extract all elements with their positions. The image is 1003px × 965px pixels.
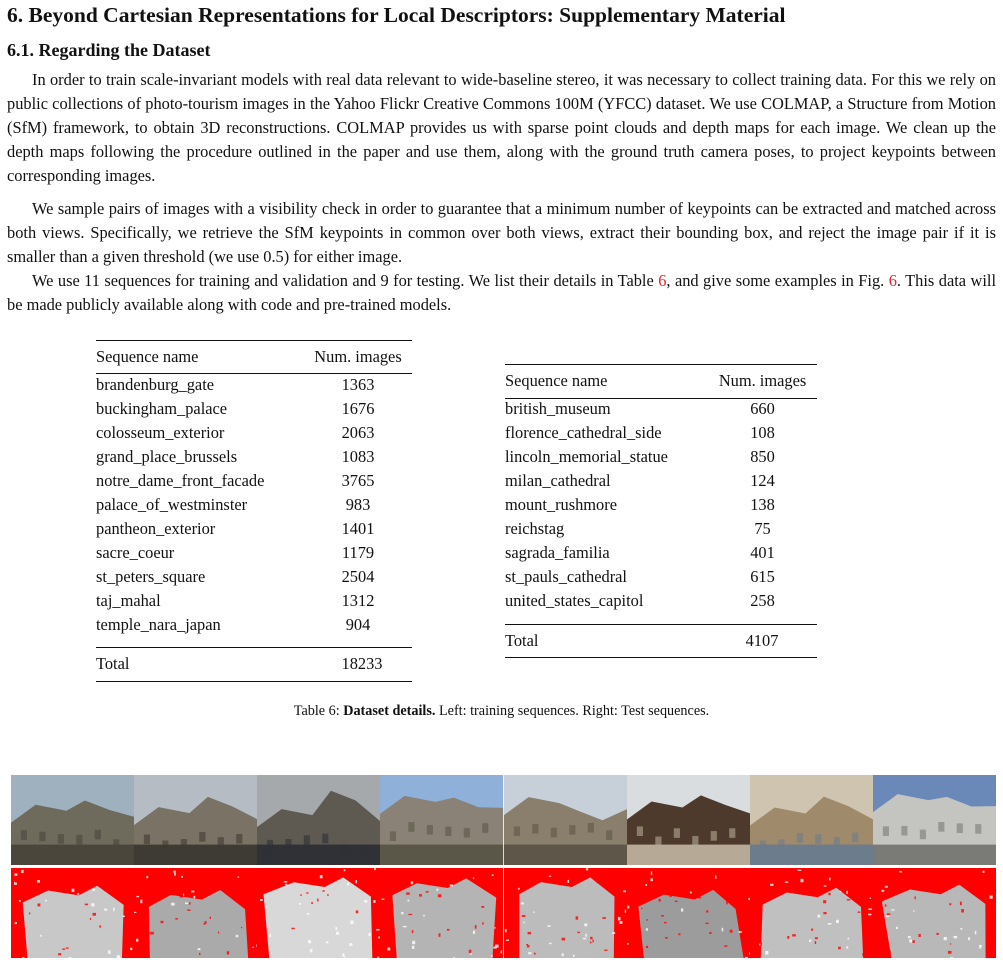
test-sequence-name: florence_cathedral_side [505, 423, 662, 442]
test-total-value: 4107 [745, 631, 779, 650]
train-table-header-rule [96, 373, 412, 374]
example-depth-map [11, 868, 134, 958]
test-table-row [505, 517, 817, 541]
train-num-images: 1179 [341, 543, 375, 562]
train-col-name-header: Sequence name [96, 347, 199, 366]
figure-reference-link[interactable]: 6 [888, 271, 897, 290]
test-num-images: 138 [750, 495, 775, 514]
train-table-total-row [96, 652, 412, 676]
train-sequence-name: palace_of_westminster [96, 495, 248, 514]
train-table [96, 345, 412, 637]
test-num-images: 75 [754, 519, 771, 538]
train-num-images: 983 [345, 495, 371, 514]
train-sequence-name: brandenburg_gate [96, 375, 215, 394]
test-sequence-name: british_museum [505, 399, 611, 418]
train-table-header-row [96, 345, 412, 369]
test-table-top-rule [505, 364, 817, 365]
train-table-row [96, 589, 412, 613]
train-num-images: 2504 [341, 567, 375, 586]
paragraph-3-text-b: , and give some examples in Fig. [666, 271, 889, 290]
train-num-images: 1083 [341, 447, 375, 466]
test-table-row [505, 421, 817, 445]
test-num-images: 850 [750, 447, 775, 466]
example-depth-map [750, 868, 873, 958]
train-table-row [96, 565, 412, 589]
train-table-top-rule [96, 340, 412, 341]
test-col-name-header: Sequence name [505, 371, 608, 390]
test-table-row [505, 445, 817, 469]
train-table-row [96, 541, 412, 565]
test-num-images: 615 [750, 567, 775, 586]
train-sequence-name: sacre_coeur [96, 543, 175, 562]
test-table-row [505, 541, 817, 565]
train-sequence-name: taj_mahal [96, 591, 161, 610]
train-col-count-header: Num. images [314, 347, 402, 366]
test-total-label: Total [505, 631, 539, 650]
paragraph-2: We sample pairs of images with a visibility check in order to guarantee that a minimum number of keypoints can be extracted and matched across both views. Specifically, we retrieve the SfM keypoints in common over both views, extract their bounding box, and reject the image pair if it is smaller than a given threshold (we use 0.5) for either image. [7, 199, 996, 266]
train-num-images: 2063 [341, 423, 375, 442]
example-photo [750, 775, 873, 865]
caption-prefix: Table 6: [293, 703, 344, 719]
test-table-total [505, 629, 817, 653]
example-photo [504, 775, 627, 865]
example-photo [134, 775, 257, 865]
train-sequence-name: buckingham_palace [96, 399, 228, 418]
test-table-row [505, 469, 817, 493]
train-total-label: Total [96, 654, 130, 673]
train-table-total [96, 652, 412, 676]
test-sequence-name: lincoln_memorial_statue [505, 447, 668, 466]
test-num-images: 401 [750, 543, 775, 562]
train-table-bottom-rule [96, 681, 412, 682]
test-table-row [505, 565, 817, 589]
table-caption [0, 703, 1003, 720]
train-num-images: 904 [345, 615, 371, 634]
test-sequence-name: sagrada_familia [505, 543, 610, 562]
test-sequence-name: reichstag [505, 519, 565, 538]
test-table-row [505, 589, 817, 613]
test-num-images: 660 [750, 399, 775, 418]
example-photo [257, 775, 380, 865]
train-sequence-name: grand_place_brussels [96, 447, 238, 466]
test-num-images: 124 [750, 471, 775, 490]
test-table-total-row [505, 629, 817, 653]
train-sequence-name: notre_dame_front_facade [96, 471, 265, 490]
train-sequence-name: pantheon_exterior [96, 519, 216, 538]
test-table [505, 369, 817, 613]
table-reference-link[interactable]: 6 [658, 271, 667, 290]
example-photo [380, 775, 503, 865]
example-photo [627, 775, 750, 865]
example-depth-map [873, 868, 996, 958]
test-sequence-name: milan_cathedral [505, 471, 611, 490]
test-sequence-name: mount_rushmore [505, 495, 617, 514]
example-photo-row [11, 775, 996, 865]
train-sequence-name: st_peters_square [96, 567, 206, 586]
paragraph-3-text-c: . This data will be made publicly available along with code and pre-trained models. [7, 271, 996, 314]
train-table-total-rule [96, 647, 412, 648]
example-photo [873, 775, 996, 865]
test-table-header-row [505, 369, 817, 393]
test-table-total-rule [505, 624, 817, 625]
test-sequence-name: united_states_capitol [505, 591, 644, 610]
example-depth-map [627, 868, 750, 958]
train-sequence-name: temple_nara_japan [96, 615, 221, 634]
section-heading: 6. Beyond Cartesian Representations for Local Descriptors: Supplementary Material [7, 3, 786, 27]
train-table-row [96, 517, 412, 541]
train-num-images: 1401 [341, 519, 375, 538]
caption-rest: Left: training sequences. Right: Test sequences. [435, 703, 710, 719]
train-table-row [96, 469, 412, 493]
train-table-row [96, 397, 412, 421]
train-sequence-name: colosseum_exterior [96, 423, 225, 442]
test-num-images: 258 [750, 591, 775, 610]
train-table-row [96, 445, 412, 469]
train-num-images: 1676 [341, 399, 375, 418]
example-depth-map [134, 868, 257, 958]
paragraph-3-text-a: We use 11 sequences for training and validation and 9 for testing. We list their details in Table [32, 271, 659, 290]
test-table-bottom-rule [505, 657, 817, 658]
example-depth-map [380, 868, 503, 958]
subsection-heading: 6.1. Regarding the Dataset [7, 40, 211, 60]
train-total-value: 18233 [341, 654, 383, 673]
train-table-row [96, 493, 412, 517]
caption-bold: Dataset details. [343, 703, 436, 719]
test-num-images: 108 [750, 423, 775, 442]
paragraph-1: In order to train scale-invariant models with real data relevant to wide-baseline stereo, it was necessary to collect training data. For this we rely on public collections of photo-tourism images in the Yahoo Flickr Creative Commons 100M (YFCC) dataset. We use COLMAP, a Structure from Motion (SfM) framework, to obtain 3D reconstructions. COLMAP provides us with sparse point clouds and depth maps for each image. We clean up the depth maps following the procedure outlined in the paper and use them, along with the ground truth camera poses, to project keypoints between corresponding images. [7, 70, 996, 185]
train-num-images: 1312 [341, 591, 375, 610]
example-depth-map [504, 868, 627, 958]
test-col-count-header: Num. images [718, 371, 807, 390]
train-table-row [96, 421, 412, 445]
test-table-row [505, 493, 817, 517]
paragraph-3 [7, 269, 996, 317]
train-num-images: 3765 [341, 471, 375, 490]
train-table-row [96, 613, 412, 637]
test-table-header-rule [505, 398, 817, 399]
example-depth-row [11, 868, 996, 958]
example-depth-map [257, 868, 380, 958]
example-photo [11, 775, 134, 865]
test-sequence-name: st_pauls_cathedral [505, 567, 627, 586]
train-num-images: 1363 [341, 375, 375, 394]
